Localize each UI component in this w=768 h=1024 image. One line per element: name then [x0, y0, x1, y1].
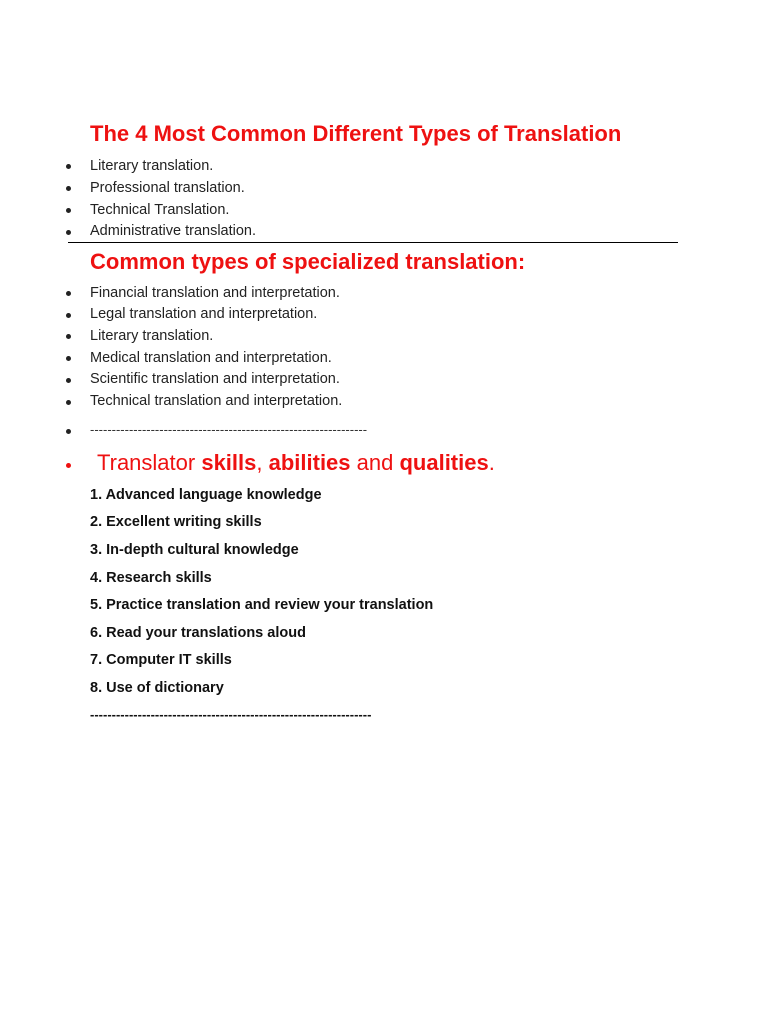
list-item: Administrative translation. — [90, 223, 257, 239]
skill-item: 1. Advanced language knowledge — [90, 487, 322, 503]
skills-heading-part: abilities — [268, 450, 351, 475]
bullet-icon — [66, 164, 71, 169]
list-item: Literary translation. — [90, 158, 214, 174]
skill-item: 2. Excellent writing skills — [90, 514, 262, 530]
horizontal-divider — [68, 242, 678, 243]
list-item: Scientific translation and interpretation. — [90, 371, 340, 387]
skill-item: 6. Read your translations aloud — [90, 625, 306, 641]
skills-heading-part: Translator — [97, 450, 202, 475]
bullet-icon — [66, 356, 71, 361]
skills-heading-part: qualities — [399, 450, 489, 475]
bullet-icon — [66, 400, 71, 405]
list-item: Legal translation and interpretation. — [90, 306, 318, 322]
skills-heading-part: . — [488, 450, 495, 475]
skills-heading-part: and — [350, 450, 400, 475]
list-item: Technical Translation. — [90, 202, 230, 218]
bullet-icon — [66, 378, 71, 383]
list-item: Medical translation and interpretation. — [90, 350, 332, 366]
skill-item: 5. Practice translation and review your translation — [90, 597, 434, 613]
bullet-icon — [66, 230, 71, 235]
section-title-translation-types: The 4 Most Common Different Types of Translation — [90, 121, 622, 146]
bullet-icon — [66, 334, 71, 339]
list-item: Financial translation and interpretation. — [90, 285, 340, 301]
bullet-icon — [66, 186, 71, 191]
list-item: Technical translation and interpretation. — [90, 393, 343, 409]
list-item: Professional translation. — [90, 180, 245, 196]
bullet-icon — [66, 291, 71, 296]
skill-item: 3. In-depth cultural knowledge — [90, 542, 299, 558]
skills-heading-part: , — [256, 450, 269, 475]
dashed-separator: ----------------------------------------------------------------- — [90, 707, 372, 722]
skill-item: 7. Computer IT skills — [90, 652, 232, 668]
skills-heading — [97, 449, 495, 477]
dashed-separator: ---------------------------------------------------------------- — [90, 422, 368, 437]
skill-item: 4. Research skills — [90, 570, 212, 586]
skills-heading-part: skills — [201, 450, 257, 475]
bullet-icon — [66, 429, 71, 434]
bullet-icon — [66, 463, 71, 468]
bullet-icon — [66, 313, 71, 318]
section-title-specialized-translation: Common types of specialized translation: — [90, 249, 526, 274]
skill-item: 8. Use of dictionary — [90, 680, 224, 696]
list-item: Literary translation. — [90, 328, 214, 344]
bullet-icon — [66, 208, 71, 213]
